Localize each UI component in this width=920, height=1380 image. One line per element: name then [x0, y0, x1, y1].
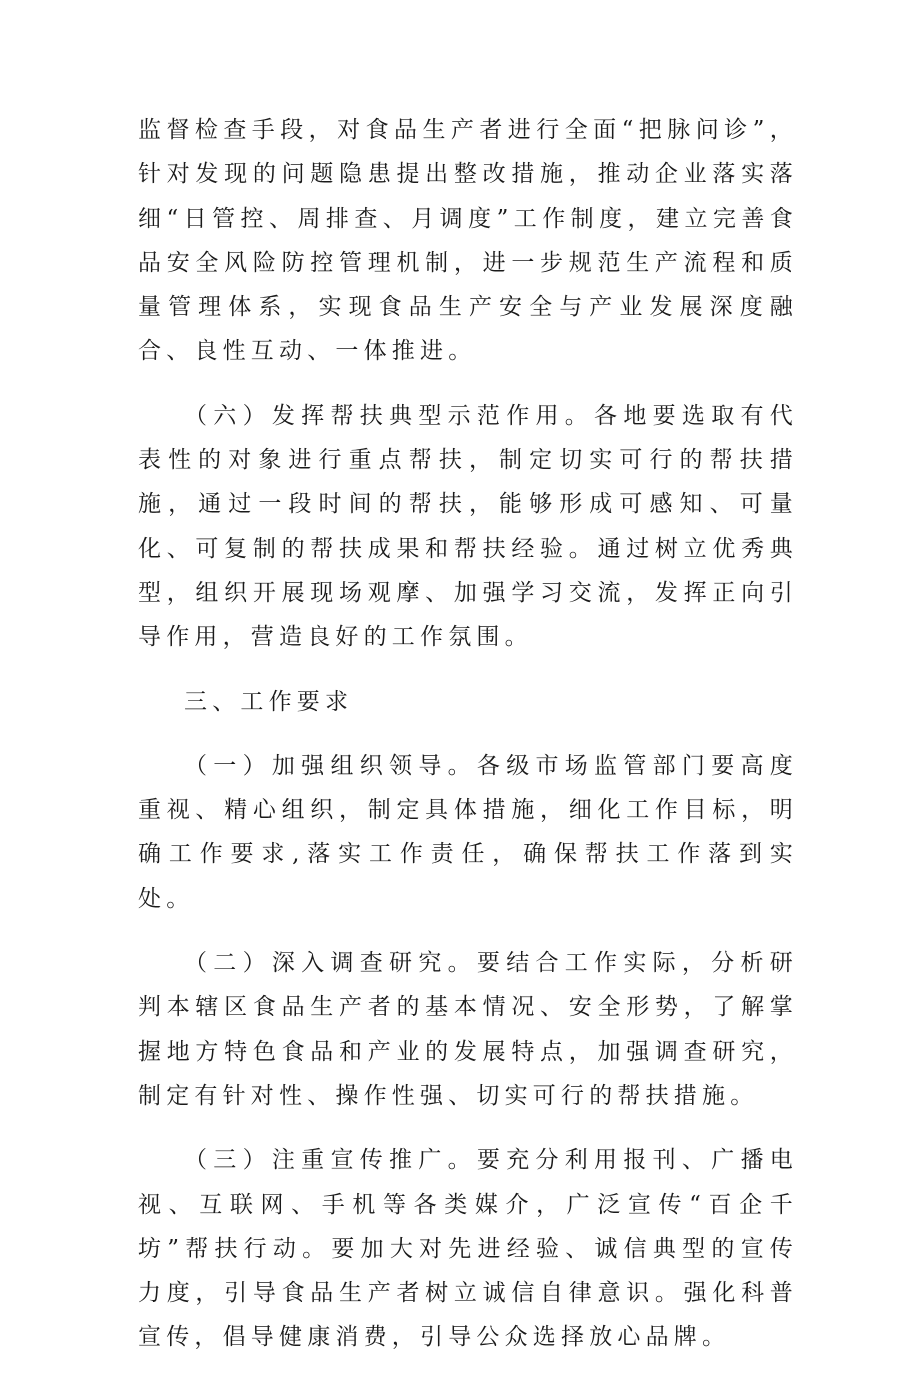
paragraph-requirement-3: （三）注重宣传推广。要充分利用报刊、广播电视、互联网、手机等各类媒介，广泛宣传“百企千坊”帮扶行动。要加大对先进经验、诚信典型的宣传力度，引导食品生产者树立诚信自律意识。强化科普宣传，倡导健康消费，引导公众选择放心品牌。 [138, 1147, 798, 1351]
paragraph-requirement-2: （二）深入调查研究。要结合工作实际，分析研判本辖区食品生产者的基本情况、安全形势，了解掌握地方特色食品和产业的发展特点，加强调查研究，制定有针对性、操作性强、切实可行的帮扶措施。 [138, 950, 798, 1109]
paragraph-item-6: （六）发挥帮扶典型示范作用。各地要选取有代表性的对象进行重点帮扶，制定切实可行的帮扶措施，通过一段时间的帮扶，能够形成可感知、可量化、可复制的帮扶成果和帮扶经验。通过树立优秀典型，组织开展现场观摩、加强学习交流，发挥正向引导作用，营造良好的工作氛围。 [138, 402, 798, 651]
document-body [138, 108, 798, 1380]
paragraph-requirement-1: （一）加强组织领导。各级市场监管部门要高度重视、精心组织，制定具体措施，细化工作目标，明确工作要求,落实工作责任，确保帮扶工作落到实处。 [138, 752, 798, 912]
section-heading-work-requirements: 三、工作要求 [184, 688, 354, 715]
paragraph-continuation: 监督检查手段，对食品生产者进行全面“把脉问诊”，针对发现的问题隐患提出整改措施，推动企业落实落细“日管控、周排查、月调度”工作制度，建立完善食品安全风险防控管理机制，进一步规范生产流程和质量管理体系，实现食品生产安全与产业发展深度融合、良性互动、一体推进。 [138, 117, 798, 365]
